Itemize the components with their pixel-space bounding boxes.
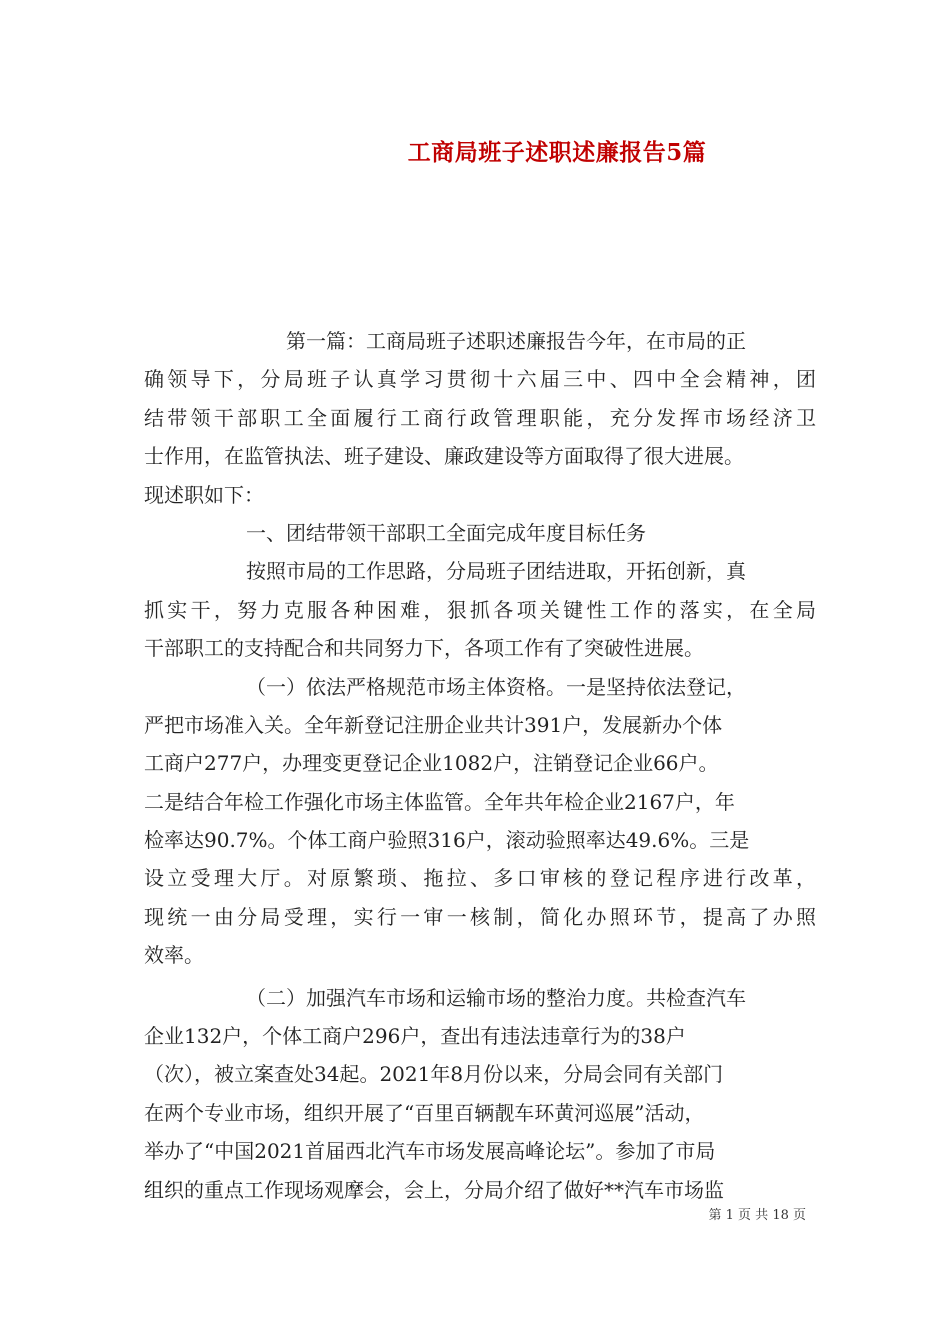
paragraph-line: 效率。	[144, 943, 204, 968]
paragraph-line: 检率达90.7%。个体工商户验照316户，滚动验照率达49.6%。三是	[144, 828, 750, 853]
paragraph-line: 二是结合年检工作强化市场主体监管。全年共年检企业2167户，年	[144, 789, 735, 814]
paragraph-line: 工商户277户，办理变更登记企业1082户，注销登记企业66户。	[144, 751, 719, 776]
paragraph-line: 企业132户，个体工商户296户，查出有违法违章行为的38户	[144, 1024, 686, 1049]
paragraph-line: 第一篇：工商局班子述职述廉报告今年，在市局的正	[286, 329, 746, 353]
paragraph-line: 结带领干部职工全面履行工商行政管理职能，充分发挥市场经济卫	[144, 405, 816, 430]
section-heading: 一、团结带领干部职工全面完成年度目标任务	[246, 520, 646, 545]
paragraph-line: 在两个专业市场，组织开展了“百里百辆靓车环黄河巡展”活动，	[144, 1100, 705, 1125]
paragraph-line: 抓实干，努力克服各种困难，狠抓各项关键性工作的落实，在全局	[144, 597, 816, 622]
paragraph-line: 现述职如下：	[144, 482, 264, 507]
paragraph-line: （一）依法严格规范市场主体资格。一是坚持依法登记，	[246, 674, 746, 699]
paragraph-line: 士作用，在监管执法、班子建设、廉政建设等方面取得了很大进展。	[144, 444, 744, 469]
paragraph-line: 组织的重点工作现场观摩会，会上，分局介绍了做好**汽车市场监	[144, 1177, 724, 1202]
document-body	[144, 322, 816, 1209]
paragraph-line: （次），被立案查处34起。2021年8月份以来，分局会同有关部门	[144, 1062, 724, 1087]
paragraph-line: 举办了“中国2021首届西北汽车市场发展高峰论坛”。参加了市局	[144, 1139, 716, 1164]
paragraph-line: 设立受理大厅。对原繁琐、拖拉、多口审核的登记程序进行改革，	[144, 866, 816, 891]
paragraph-line: 按照市局的工作思路，分局班子团结进取，开拓创新，真	[246, 559, 746, 584]
paragraph-line: 干部职工的支持配合和共同努力下，各项工作有了突破性进展。	[144, 636, 704, 661]
paragraph-line: 严把市场准入关。全年新登记注册企业共计391户，发展新办个体	[144, 712, 723, 737]
page-number-footer: 第 1 页 共 18 页	[708, 1208, 806, 1223]
document-title: 工商局班子述职述廉报告5篇	[407, 139, 707, 166]
paragraph-line: （二）加强汽车市场和运输市场的整治力度。共检查汽车	[246, 985, 746, 1010]
paragraph-line: 确领导下，分局班子认真学习贯彻十六届三中、四中全会精神，团	[144, 367, 816, 392]
paragraph-line: 现统一由分局受理，实行一审一核制，简化办照环节，提高了办照	[144, 904, 816, 929]
